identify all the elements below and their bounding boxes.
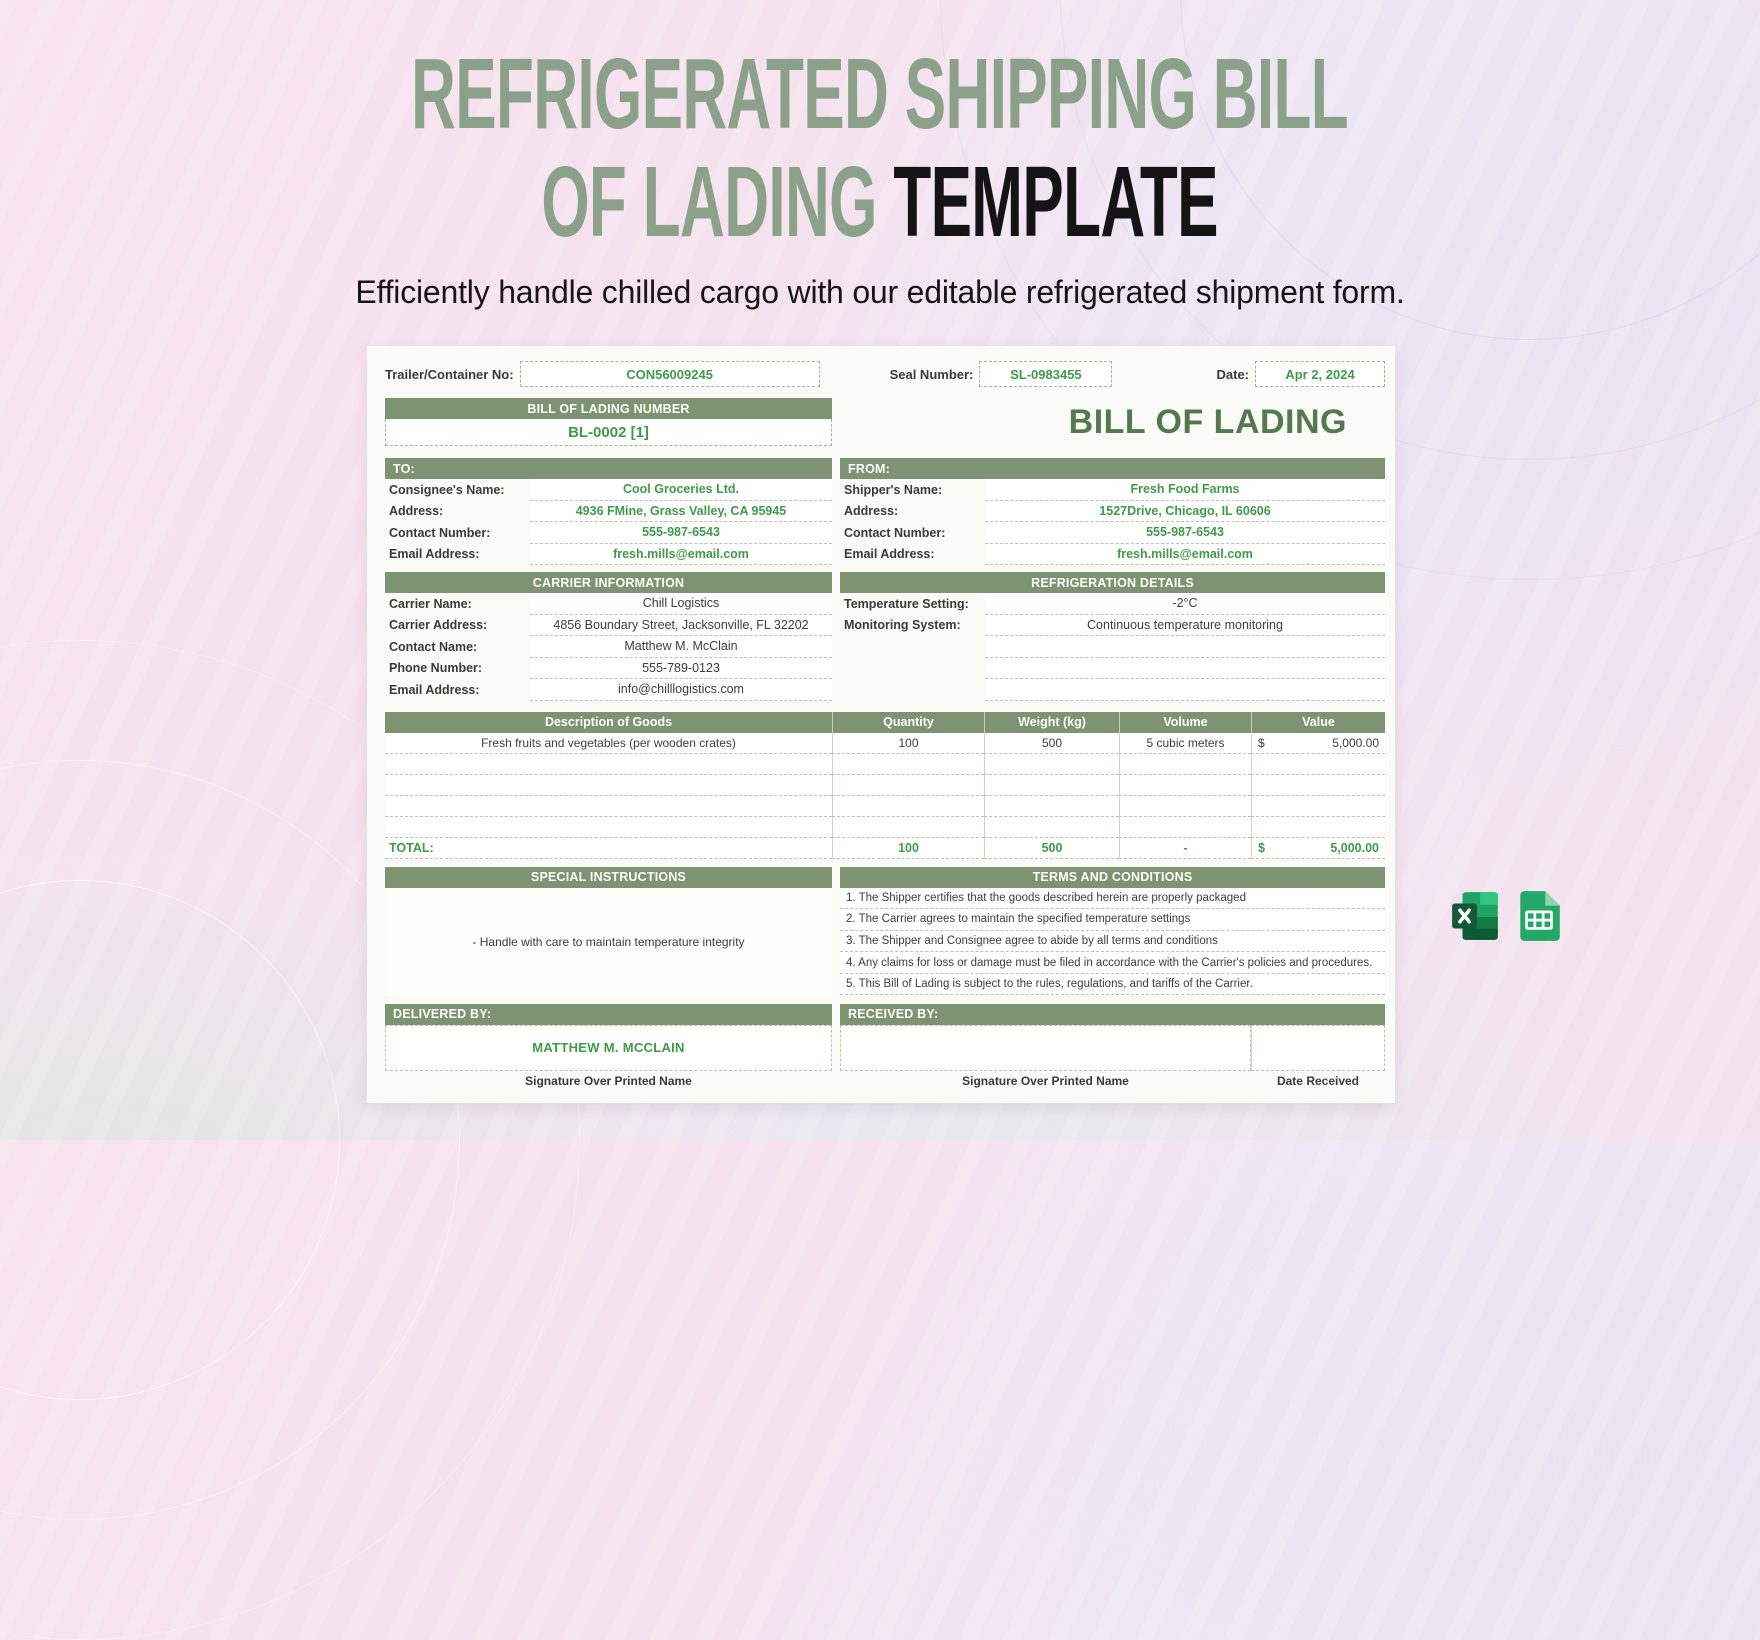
info-row [840,522,1385,544]
empty-row [840,636,1385,658]
received-by-header: RECEIVED BY: [840,1004,1385,1025]
terms-section [840,867,1385,996]
date-field[interactable]: Apr 2, 2024 [1255,361,1385,387]
page-header [0,40,1760,311]
empty-field[interactable] [985,658,1385,680]
terms-item: 4. Any claims for loss or damage must be filed in accordance with the Carrier's policies and procedures. [840,952,1385,974]
goods-header-row [385,712,1385,733]
col-header-quantity: Quantity [832,712,984,733]
google-sheets-icon[interactable] [1512,889,1566,943]
shipper-email-field[interactable]: fresh.mills@email.com [985,544,1385,566]
date-received-caption: Date Received [1276,1073,1360,1088]
from-section [840,458,1385,565]
consignee-email-field[interactable]: fresh.mills@email.com [530,544,832,566]
col-header-value: Value [1251,712,1385,733]
goods-empty-row [385,754,1385,775]
info-row [385,593,832,615]
top-fields-row [385,360,1385,388]
value-amount: 5,000.00 [1332,735,1379,750]
currency-symbol: $ [1258,840,1265,855]
total-amount: 5,000.00 [1330,840,1379,855]
value-cell[interactable] [1251,733,1385,754]
temperature-setting-field[interactable]: -2°C [985,593,1385,615]
field-label: Carrier Name: [389,596,472,611]
weight-cell[interactable]: 500 [984,733,1119,754]
refrigeration-section [840,572,1385,701]
field-label: Monitoring System: [844,618,961,633]
special-instructions-field[interactable]: - Handle with care to maintain temperature integrity [385,888,832,996]
consignee-name-field[interactable]: Cool Groceries Ltd. [530,479,832,501]
field-label: Carrier Address: [389,618,488,633]
carrier-email-field[interactable]: info@chilllogistics.com [530,679,832,701]
info-row [385,636,832,658]
signature-caption: Signature Over Printed Name [525,1073,692,1088]
goods-empty-row [385,775,1385,796]
info-row [385,679,832,701]
field-label: Shipper's Name: [844,482,943,497]
special-instructions-header: SPECIAL INSTRUCTIONS [385,867,832,888]
excel-icon[interactable] [1449,889,1503,943]
carrier-address-field[interactable]: 4856 Boundary Street, Jacksonville, FL 32202 [530,615,832,637]
info-row [840,544,1385,566]
goods-data-row [385,733,1385,754]
field-label: Contact Number: [389,525,491,540]
empty-row [840,658,1385,680]
document-title: BILL OF LADING [1068,402,1347,441]
field-label: Address: [844,504,899,519]
field-label: Address: [389,504,444,519]
col-header-weight: Weight (kg) [984,712,1119,733]
bol-number-header: BILL OF LADING NUMBER [385,398,832,419]
to-section [385,458,832,565]
monitoring-system-field[interactable]: Continuous temperature monitoring [985,615,1385,637]
file-format-badges [1449,889,1566,943]
info-row [385,544,832,566]
seal-number-label: Seal Number: [889,366,974,382]
page-subtitle: Efficiently handle chilled cargo with our editable refrigerated shipment form. [355,274,1405,310]
trailer-container-label: Trailer/Container No: [385,366,514,382]
carrier-section [385,572,832,701]
bol-number-section [385,398,832,446]
page-title-line1: REFRIGERATED SHIPPING BILL [411,38,1349,150]
terms-item: 2. The Carrier agrees to maintain the specified temperature settings [840,909,1385,931]
delivered-by-header: DELIVERED BY: [385,1004,832,1025]
description-cell[interactable]: Fresh fruits and vegetables (per wooden crates) [385,733,832,754]
from-section-header: FROM: [840,458,1385,479]
total-quantity: 100 [832,838,984,859]
delivered-by-signature-field[interactable]: MATTHEW M. MCCLAIN [385,1025,832,1071]
volume-cell[interactable]: 5 cubic meters [1119,733,1251,754]
trailer-container-field[interactable]: CON56009245 [520,361,820,387]
col-header-description: Description of Goods [385,712,832,733]
terms-item: 5. This Bill of Lading is subject to the rules, regulations, and tariffs of the Carrier. [840,974,1385,996]
goods-table [385,712,1385,859]
goods-total-row [385,838,1385,859]
info-row [385,615,832,637]
field-label: Consignee's Name: [389,482,505,497]
shipper-contact-field[interactable]: 555-987-6543 [985,522,1385,544]
carrier-name-field[interactable]: Chill Logistics [530,593,832,615]
shipper-name-field[interactable]: Fresh Food Farms [985,479,1385,501]
total-value [1251,838,1385,859]
info-row [385,479,832,501]
received-by-section [840,1004,1385,1091]
seal-number-field[interactable]: SL-0983455 [979,361,1112,387]
shipper-address-field[interactable]: 1527Drive, Chicago, IL 60606 [985,501,1385,523]
signature-caption: Signature Over Printed Name [962,1073,1129,1088]
bol-number-field[interactable]: BL-0002 [1] [385,419,832,446]
field-label: Phone Number: [389,661,483,676]
field-label: Contact Number: [844,525,946,540]
date-received-field[interactable] [1251,1025,1385,1071]
info-row [840,593,1385,615]
to-section-header: TO: [385,458,832,479]
carrier-section-header: CARRIER INFORMATION [385,572,832,593]
field-label: Email Address: [389,547,480,562]
field-label: Email Address: [844,547,935,562]
received-by-signature-field[interactable] [840,1025,1251,1071]
carrier-phone-field[interactable]: 555-789-0123 [530,658,832,680]
refrigeration-section-header: REFRIGERATION DETAILS [840,572,1385,593]
empty-field[interactable] [985,679,1385,701]
goods-empty-row [385,817,1385,838]
date-label: Date: [1216,366,1249,382]
info-row [840,479,1385,501]
special-instructions-section [385,867,832,996]
page-title-line2: OF LADING TEMPLATE [541,146,1219,258]
empty-field[interactable] [985,636,1385,658]
quantity-cell[interactable]: 100 [832,733,984,754]
terms-item: 3. The Shipper and Consignee agree to abide by all terms and conditions [840,931,1385,953]
info-row [385,658,832,680]
info-row [385,501,832,523]
field-label: Contact Name: [389,639,478,654]
total-weight: 500 [984,838,1119,859]
carrier-contact-name-field[interactable]: Matthew M. McClain [530,636,832,658]
info-row [840,501,1385,523]
bill-of-lading-form [367,346,1395,1103]
field-label: Temperature Setting: [844,596,969,611]
total-label: TOTAL: [385,838,832,859]
col-header-volume: Volume [1119,712,1251,733]
goods-empty-row [385,796,1385,817]
consignee-contact-field[interactable]: 555-987-6543 [530,522,832,544]
info-row [840,615,1385,637]
empty-row [840,679,1385,701]
delivered-by-section [385,1004,832,1091]
terms-header: TERMS AND CONDITIONS [840,867,1385,888]
currency-symbol: $ [1258,735,1265,750]
terms-item: 1. The Shipper certifies that the goods described herein are properly packaged [840,888,1385,910]
consignee-address-field[interactable]: 4936 FMine, Grass Valley, CA 95945 [530,501,832,523]
total-volume: - [1119,838,1251,859]
info-row [385,522,832,544]
field-label: Email Address: [389,682,480,697]
